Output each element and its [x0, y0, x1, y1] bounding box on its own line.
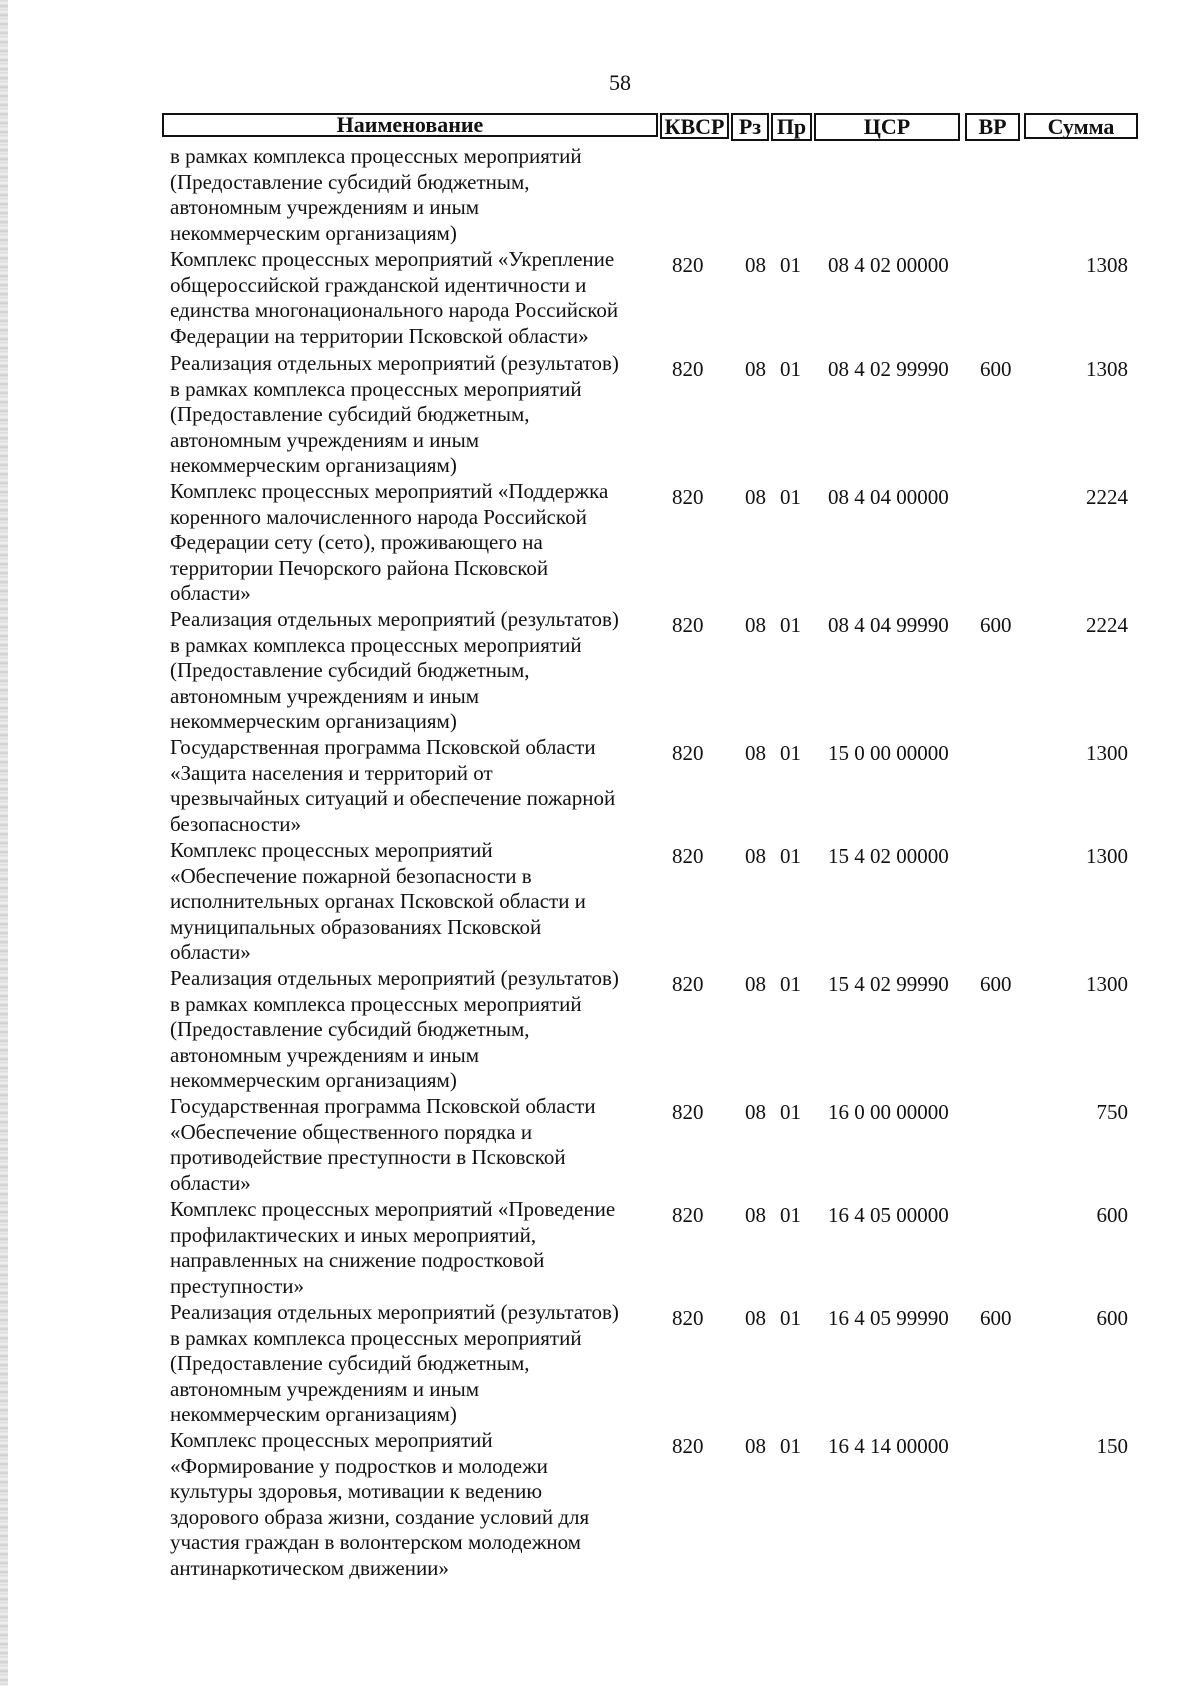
row-name: Реализация отдельных мероприятий (результатов) в рамках комплекса процессных мероприятий (Предоставление субсидий бюджетным, автономным учреждениям и иным некоммерческим организациям) [170, 1300, 619, 1426]
row-kvsr: 820 [672, 1306, 704, 1330]
row-vr: 600 [980, 972, 1012, 996]
header-csr: ЦСР [814, 113, 960, 141]
row-name: Комплекс процессных мероприятий «Обеспечение пожарной безопасности в исполнительных органах Псковской области и муниципальных образованиях Псковской области» [170, 838, 586, 964]
row-name: Комплекс процессных мероприятий «Проведение профилактических и иных мероприятий, направленных на снижение подростковой преступности» [170, 1197, 616, 1298]
row-name: Комплекс процессных мероприятий «Формирование у подростков и молодежи культуры здоровья, мотивации к ведению здорового образа жизни, создание условий для участия граждан в волонтерском молодежном антинаркотическом движении» [170, 1428, 590, 1580]
row-rz: 08 [745, 485, 766, 509]
row-csr: 15 4 02 00000 [828, 844, 949, 868]
row-rz: 08 [745, 357, 766, 381]
row-name: Государственная программа Псковской области «Обеспечение общественного порядка и противодействие преступности в Псковской области» [170, 1094, 596, 1195]
header-name: Наименование [162, 113, 658, 137]
row-vr: 600 [980, 357, 1012, 381]
row-csr: 08 4 04 99990 [828, 613, 949, 637]
row-name: Комплекс процессных мероприятий «Укрепление общероссийской гражданской идентичности и единства многонационального народа Российской Федерации на территории Псковской области» [170, 247, 619, 348]
row-csr: 08 4 02 99990 [828, 357, 949, 381]
row-sum: 1300 [1086, 844, 1128, 868]
row-pr: 01 [780, 357, 801, 381]
row-sum: 1308 [1086, 357, 1128, 381]
row-sum: 600 [1096, 1203, 1128, 1227]
row-rz: 08 [745, 613, 766, 637]
row-csr: 16 4 05 00000 [828, 1203, 949, 1227]
row-name: Реализация отдельных мероприятий (результатов) в рамках комплекса процессных мероприятий (Предоставление субсидий бюджетным, автономным учреждениям и иным некоммерческим организациям) [170, 966, 619, 1092]
table-header [162, 113, 1138, 143]
row-vr: 600 [980, 1306, 1012, 1330]
page-number: 58 [609, 70, 631, 95]
row-csr: 15 4 02 99990 [828, 972, 949, 996]
row-rz: 08 [745, 844, 766, 868]
row-sum: 150 [1096, 1434, 1128, 1458]
row-vr: 600 [980, 613, 1012, 637]
row-rz: 08 [745, 1100, 766, 1124]
row-name: Государственная программа Псковской области «Защита населения и территорий от чрезвычайных ситуаций и обеспечение пожарной безопасности» [170, 735, 616, 836]
row-pr: 01 [780, 972, 801, 996]
row-sum: 1308 [1086, 253, 1128, 277]
row-sum: 750 [1096, 1100, 1128, 1124]
row-pr: 01 [780, 741, 801, 765]
row-pr: 01 [780, 1306, 801, 1330]
row-pr: 01 [780, 844, 801, 868]
header-vr: ВР [965, 113, 1020, 141]
row-kvsr: 820 [672, 1434, 704, 1458]
row-name: Комплекс процессных мероприятий «Поддержка коренного малочисленного народа Российской Федерации сету (сето), проживающего на территории Печорского района Псковской области» [170, 479, 609, 605]
row-rz: 08 [745, 972, 766, 996]
row-kvsr: 820 [672, 844, 704, 868]
header-pr: Пр [771, 113, 812, 141]
row-sum: 2224 [1086, 613, 1128, 637]
row-kvsr: 820 [672, 357, 704, 381]
row-pr: 01 [780, 253, 801, 277]
row-name: Реализация отдельных мероприятий (результатов) в рамках комплекса процессных мероприятий (Предоставление субсидий бюджетным, автономным учреждениям и иным некоммерческим организациям) [170, 607, 619, 733]
row-sum: 1300 [1086, 972, 1128, 996]
row-pr: 01 [780, 1203, 801, 1227]
row-pr: 01 [780, 1100, 801, 1124]
row-csr: 16 4 05 99990 [828, 1306, 949, 1330]
row-csr: 16 0 00 00000 [828, 1100, 949, 1124]
row-rz: 08 [745, 1434, 766, 1458]
row-sum: 600 [1096, 1306, 1128, 1330]
row-pr: 01 [780, 1434, 801, 1458]
row-rz: 08 [745, 741, 766, 765]
header-kvsr: КВСР [660, 113, 729, 139]
row-sum: 1300 [1086, 741, 1128, 765]
row-kvsr: 820 [672, 972, 704, 996]
row-kvsr: 820 [672, 485, 704, 509]
row-pr: 01 [780, 613, 801, 637]
row-csr: 08 4 02 00000 [828, 253, 949, 277]
row-kvsr: 820 [672, 1203, 704, 1227]
row-rz: 08 [745, 1306, 766, 1330]
row-name: в рамках комплекса процессных мероприятий (Предоставление субсидий бюджетным, автономным учреждениям и иным некоммерческим организациям) [170, 144, 582, 245]
row-kvsr: 820 [672, 253, 704, 277]
row-csr: 15 0 00 00000 [828, 741, 949, 765]
row-rz: 08 [745, 253, 766, 277]
header-rz: Рз [731, 113, 769, 141]
row-rz: 08 [745, 1203, 766, 1227]
row-pr: 01 [780, 485, 801, 509]
header-sum: Сумма [1024, 113, 1138, 139]
row-csr: 16 4 14 00000 [828, 1434, 949, 1458]
row-kvsr: 820 [672, 1100, 704, 1124]
row-csr: 08 4 04 00000 [828, 485, 949, 509]
row-kvsr: 820 [672, 613, 704, 637]
row-kvsr: 820 [672, 741, 704, 765]
scan-edge [0, 0, 8, 1686]
row-sum: 2224 [1086, 485, 1128, 509]
row-name: Реализация отдельных мероприятий (результатов) в рамках комплекса процессных мероприятий (Предоставление субсидий бюджетным, автономным учреждениям и иным некоммерческим организациям) [170, 351, 619, 477]
